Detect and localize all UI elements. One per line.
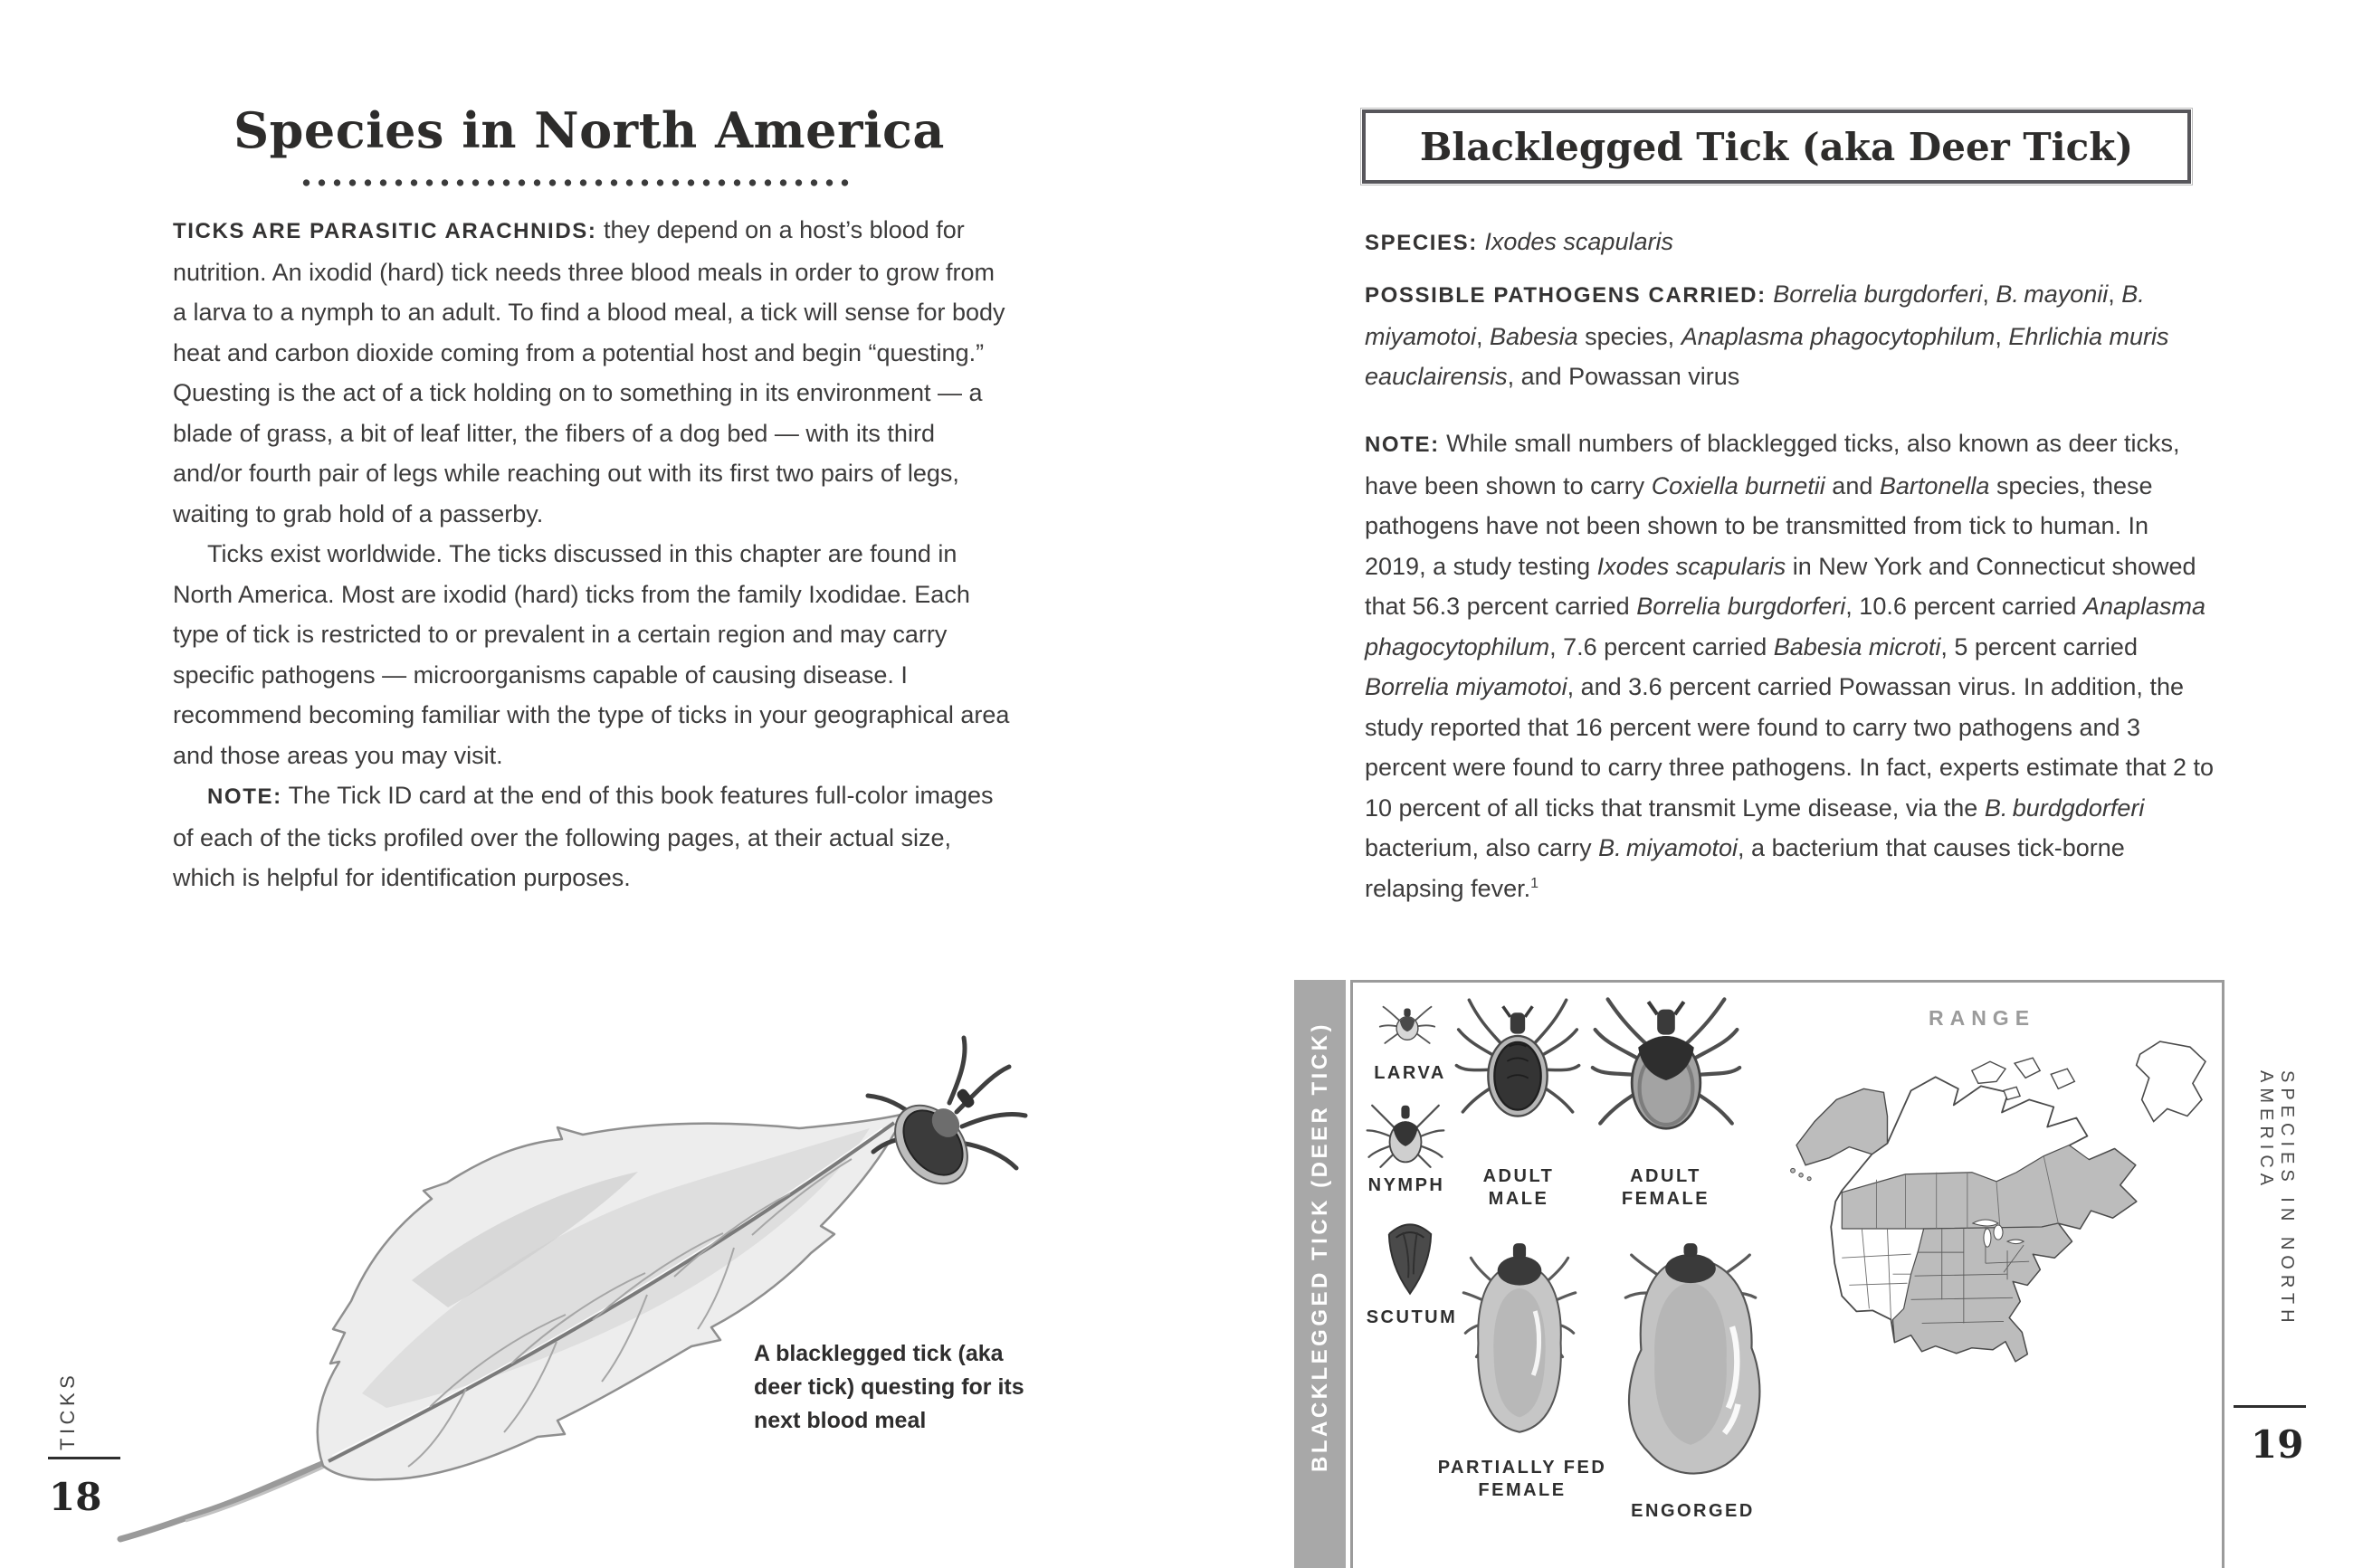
- dotted-rule: [299, 176, 853, 186]
- map-range-us: [1893, 1223, 2072, 1362]
- engorged-label: ENGORGED: [1631, 1501, 1755, 1521]
- side-label-ticks: TICKS: [56, 1371, 79, 1450]
- species-line: SPECIES: Ixodes scapularis: [1365, 228, 1673, 255]
- panel-sidebar: [1294, 980, 1346, 1568]
- adult-female-illustration: [1590, 992, 1742, 1144]
- nymph-label: NYMPH: [1367, 1175, 1445, 1195]
- pathogens-line: POSSIBLE PATHOGENS CARRIED: Borrelia burgdorferi, B. mayonii, B. miyamotoi, Babesia species, Anaplasma phagocytophilum, Ehrlichia muris eauclairensis, and Powassan virus: [1365, 280, 2169, 390]
- leaf: [120, 1114, 905, 1539]
- engorged-illustration: [1608, 1243, 1773, 1486]
- panel-sidebar-label: BLACKLEGGED TICK (DEER TICK): [1307, 1022, 1332, 1472]
- section-title: Blacklegged Tick (aka Deer Tick): [1419, 124, 2134, 169]
- illustration-caption: A blacklegged tick (aka deer tick) questing for its next blood meal: [754, 1341, 1024, 1433]
- nymph-illustration: [1364, 1098, 1447, 1171]
- page-number-18: 18: [49, 1475, 102, 1519]
- scutum-illustration: [1384, 1220, 1436, 1299]
- section-title-box: [1362, 109, 2191, 184]
- folio-rule: [2234, 1405, 2306, 1408]
- partially-fed-female-illustration: [1460, 1238, 1579, 1453]
- tick-id-panel: [1350, 980, 2224, 1568]
- adult-male-illustration: [1454, 993, 1581, 1136]
- range-label: RANGE: [1928, 1006, 2036, 1030]
- note-paragraph: NOTE: While small numbers of blacklegged ticks, also known as deer ticks, have been shown to carry Coxiella burnetii and Bartonella species, these pathogens have not been shown to be transmitted from tick to human. In 2019, a study testing Ixodes scapularis in New York and Connecticut showed that 56.3 percent carried Borrelia burgdorferi, 10.6 percent carried Anaplasma phagocytophilum, 7.6 percent carried Babesia microti, 5 percent carried Borrelia miyamotoi, and 3.6 percent carried Powassan virus. In addition, the study reported that 16 percent were found to carry two pathogens and 3 percent were found to carry three pathogens. In fact, experts estimate that 2 to 10 percent of all ticks that transmit Lyme disease, via the B. burdgdorferi bacterium, also carry B. miyamotoi, a bacterium that causes tick-borne relapsing fever.$^1$: [1365, 430, 2215, 902]
- adult-male-label: ADULT MALE: [1482, 1166, 1555, 1209]
- paragraph-worldwide: Ticks exist worldwide. The ticks discussed in this chapter are found in North America. Most are ixodid (hard) ticks from the family Ixodidae. Each type of tick is restricted to or prevalent in a certain region and may carry specific pathogens — microorganisms capable of causing disease. I recommend becoming familiar with the type of ticks in your geographical area and those areas you may visit.: [173, 540, 1010, 769]
- range-map: [1786, 1035, 2213, 1419]
- paragraph-note-left: NOTE: The Tick ID card at the end of this book features full-color images of each of the ticks profiled over the following pages, at their actual size, which is helpful for identification purposes.: [173, 782, 994, 891]
- leaf-illustration: [86, 1009, 1032, 1561]
- page-title: Species in North America: [233, 101, 945, 159]
- larva-label: LARVA: [1374, 1063, 1446, 1083]
- folio-rule: [48, 1457, 120, 1459]
- map-range-alaska: [1796, 1088, 1887, 1164]
- adult-female-label: ADULT FEMALE: [1621, 1166, 1710, 1209]
- map-greenland: [2137, 1041, 2205, 1121]
- left-body-text: [173, 210, 1010, 898]
- larva-illustration: [1378, 997, 1436, 1050]
- page-number-19: 19: [2251, 1422, 2304, 1467]
- side-label-species-in-north-america: SPECIES IN NORTH AMERICA: [2256, 1070, 2297, 1328]
- paragraph-intro: TICKS ARE PARASITIC ARACHNIDS: they depend on a host’s blood for nutrition. An ixodid (hard) tick needs three blood meals in order to grow from a larva to a nymph to an adult. To find a blood meal, a tick will sense for body heat and carbon dioxide coming from a potential host and begin “questing.” Questing is the act of a tick holding on to something in its environment — a blade of grass, a bit of leaf litter, the fibers of a dog bed — with its third and/or fourth pair of legs while reaching out with its first two pairs of legs, waiting to grab hold of a passerby.: [173, 216, 1005, 527]
- partially-fed-female-label: PARTIALLY FED FEMALE: [1437, 1458, 1607, 1500]
- scutum-label: SCUTUM: [1366, 1307, 1458, 1327]
